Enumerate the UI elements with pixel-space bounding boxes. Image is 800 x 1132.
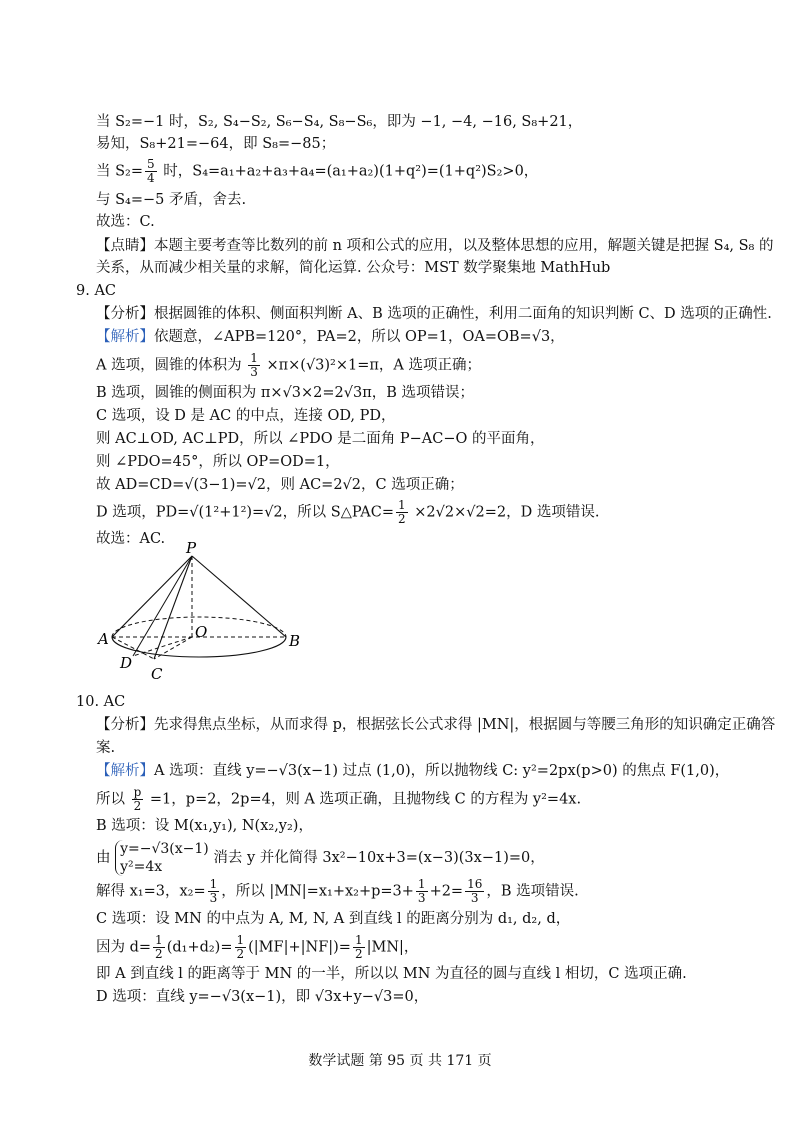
text-line: 易知，S₈+21=−64，即 S₈=−85； [96,136,336,152]
text-line: 故选：C. [96,214,155,230]
text-line: 与 S₄=−5 矛盾，舍去. [96,192,247,208]
text-line: 则 AC⊥OD, AC⊥PD，所以 ∠PDO 是二面角 P−AC−O 的平面角， [96,431,545,447]
text-line: B 选项：设 M(x₁,y₁), N(x₂,y₂)， [96,818,313,834]
label-A: A [98,630,109,648]
label-O: O [195,623,208,641]
text-line-fraction: 因为 d= $\frac{1}{2}$ (d₁+d₂)= $\frac{1}{2}$ (|MF|+|NF|)= $\frac{1}{2}$ |MN|， [96,933,419,961]
label-C: C [151,665,163,683]
text-line: 【分析】先求得焦点坐标，从而求得 p，根据弦长公式求得 |MN|，根据圆与等腰三角形的知识确定正确答 [96,717,776,733]
edge-PA [112,556,192,637]
text-line-fraction: 所以 $\frac{p}{2}$ =1，p=2，2p=4，则 A 选项正确，且抛物线 C 的方程为 y²=4x. [96,785,582,813]
text-line-system: 由 y=−√3(x−1) y²=4x 消去 y 并化简得 3x²−10x+3=(x−3)(3x−1)=0， [96,841,545,875]
fraction: $\frac{5}{4}$ [147,157,155,185]
text-line: 即 A 到直线 l 的距离等于 MN 的一半，所以以 MN 为直径的圆与直线 l 相切，C 选项正确. [96,966,687,982]
segment-OD [133,637,192,656]
equation-system: y=−√3(x−1) y²=4x [115,840,209,876]
question-number: 9. AC [76,283,117,299]
text-line: D 选项：直线 y=−√3(x−1)，即 √3x+y−√3=0， [96,989,429,1005]
text-line: 当 S₂=−1 时，S₂, S₄−S₂, S₆−S₄, S₈−S₆，即为 −1, −4, −16, S₈+21， [96,114,583,130]
page-footer: 数学试题 第 95 页 共 171 页 [308,1053,492,1069]
cone-figure [96,540,306,685]
text-line: 【解析】A 选项：直线 y=−√3(x−1) 过点 (1,0)，所以抛物线 C: y²=2px(p>0) 的焦点 F(1,0)， [96,763,730,779]
text-line: C 选项：设 MN 的中点为 A, M, N, A 到直线 l 的距离分别为 d₁, d₂, d， [96,911,571,927]
label-D: D [120,654,133,672]
label-P: P [186,540,197,557]
text-line: 故选：AC. [96,531,166,547]
fraction: $\frac{p}{2}$ [133,785,142,813]
question-number: 10. AC [76,694,126,710]
label-B: B [289,632,301,650]
jiexi-label: 【解析】 [96,329,154,345]
text-line: 【分析】根据圆锥的体积、侧面积判断 A、B 选项的正确性，利用二面角的知识判断 C、D 选项的正确性. [96,306,772,322]
fraction: $\frac{1}{2}$ [398,498,406,526]
text-line-fraction: 当 S₂= $\frac{5}{4}$ 时，S₄=a₁+a₂+a₃+a₄=(a₁+a₂)(1+q²)=(1+q²)S₂>0， [96,157,539,185]
jiexi-label: 【解析】 [96,763,154,779]
text-line-fraction: D 选项，PD=√(1²+1²)=√2，所以 S△PAC= $\frac{1}{2}$ ×2√2×√2=2，D 选项错误. [96,498,600,526]
text-line-fraction: A 选项，圆锥的体积为 $\frac{1}{3}$ ×π×(√3)²×1=π，A 选项正确； [96,351,482,379]
text-line: C 选项，设 D 是 AC 的中点，连接 OD, PD， [96,408,396,424]
text-line: 则 ∠PDO=45°，所以 OP=OD=1， [96,454,340,470]
edge-PC [154,556,192,659]
text-line: 案. [96,740,116,756]
text-line: 关系，从而减少相关量的求解，简化运算. 公众号：MST 数学聚集地 MathHub [96,260,611,276]
text-line: 故 AD=CD=√(3−1)=√2，则 AC=2√2，C 选项正确； [96,477,464,493]
text-line-fraction: 解得 x₁=3，x₂= $\frac{1}{3}$ ，所以 |MN|=x₁+x₂+p=3+ $\frac{1}{3}$ +2= $\frac{16}{3}$ ，B 选项错误. [96,877,579,905]
text-line: 【点睛】本题主要考查等比数列的前 n 项和公式的应用，以及整体思想的应用，解题关键是把握 S₄, S₈ 的 [96,238,774,254]
text-line: B 选项，圆锥的侧面积为 π×√3×2=2√3π，B 选项错误； [96,385,475,401]
fraction: $\frac{1}{3}$ [250,351,258,379]
text-line: 【解析】依题意，∠APB=120°，PA=2，所以 OP=1，OA=OB=√3， [96,329,565,345]
